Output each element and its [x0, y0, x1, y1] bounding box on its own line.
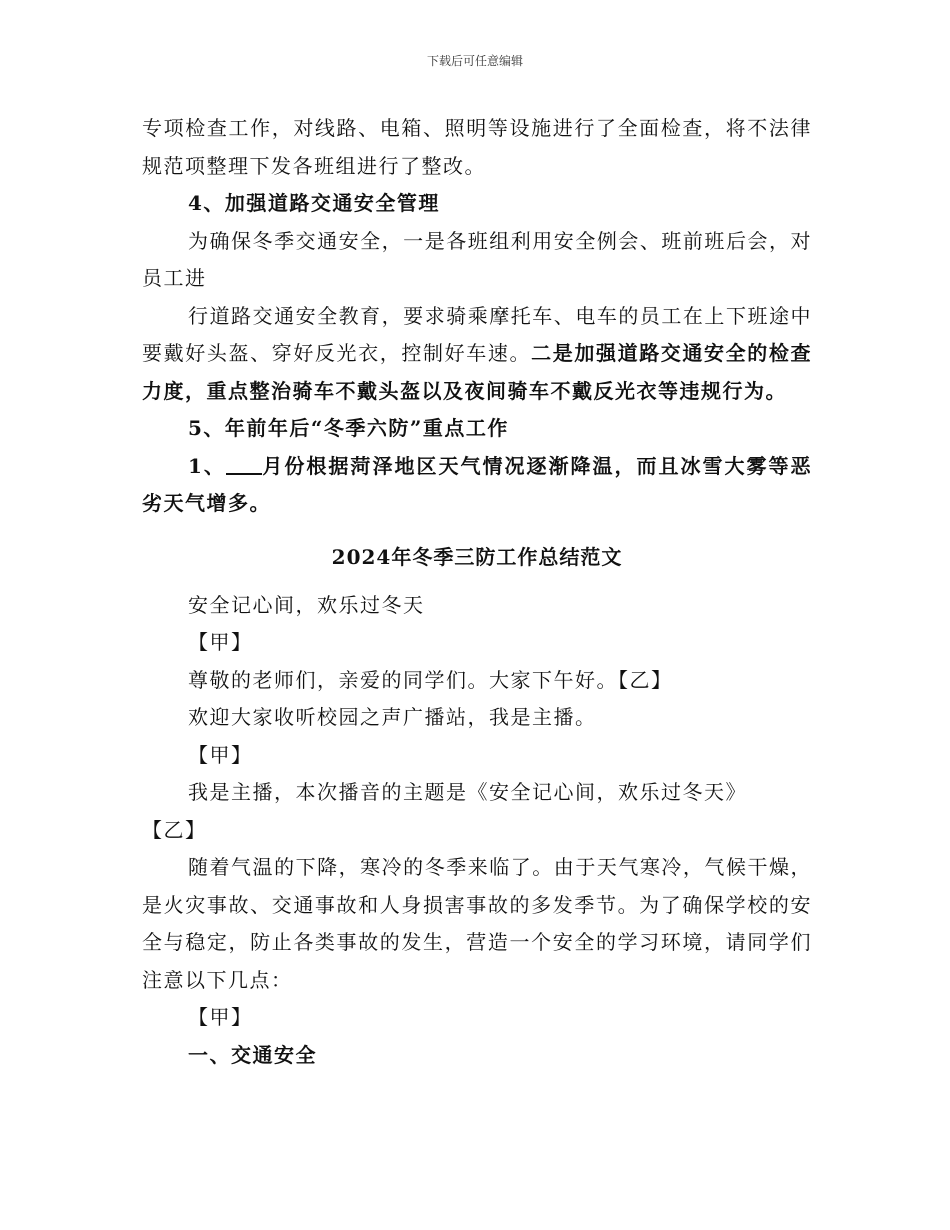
page-header: 下载后可任意编辑: [426, 54, 523, 68]
paragraph-road-safety-1: 为确保冬季交通安全，一是各班组利用安全例会、班前班后会，对员工进: [142, 228, 812, 290]
heading-traffic-safety: 一、交通安全: [188, 1042, 317, 1067]
speaker-jia-3: 【甲】: [188, 1005, 253, 1029]
road-safety-bold-text: 二是加强道路交通安全的检查力度，重点整治骑车不戴头盔以及夜间骑车不戴反光衣等违规行为。: [142, 341, 813, 403]
line-greeting: 尊敬的老师们，亲爱的同学们。大家下午好。【乙】: [188, 667, 673, 692]
document-title: 2024年冬季三防工作总结范文: [331, 544, 623, 569]
paragraph-winter-intro: 随着气温的下降，寒冷的冬季来临了。由于天气寒冷，气候干燥，是火灾事故、交通事故和人身损害事故的多发季节。为了确保学校的安全与稳定，防止各类事故的发生，营造一个安全的学习环境，请同学们注意以下几点：: [142, 855, 812, 992]
document-body: [142, 110, 812, 1074]
weather-text: 月份根据菏泽地区天气情况逐渐降温，而且冰雪大雾等恶劣天气增多。: [142, 453, 812, 515]
line-theme: 安全记心间，欢乐过冬天: [188, 592, 425, 617]
line-welcome: 欢迎大家收听校园之声广播站，我是主播。: [188, 705, 597, 729]
paragraph-weather: [142, 448, 812, 523]
weather-prefix: 1、: [188, 453, 226, 478]
line-broadcast-theme: 我是主播，本次播音的主题是《安全记心间，欢乐过冬天》: [188, 780, 747, 804]
speaker-jia-2: 【甲】: [188, 742, 253, 767]
blank-underline: [226, 451, 262, 475]
heading-winter-six-prevention: 5、年前年后“冬季六防”重点工作: [188, 416, 509, 440]
paragraph-inspection: 专项检查工作，对线路、电箱、照明等设施进行了全面检查，将不法律规范项整理下发各班组进行了整改。: [142, 116, 812, 178]
speaker-jia-1: 【甲】: [188, 630, 253, 654]
heading-road-safety: 4、加强道路交通安全管理: [188, 191, 440, 215]
road-safety-text: 行道路交通安全教育，要求骑乘摩托车、电车的员工在上下班途中要戴好头盔、穿好反光衣，控制好车速。: [142, 303, 812, 365]
speaker-yi: 【乙】: [142, 817, 207, 842]
paragraph-road-safety-2: [142, 298, 812, 411]
